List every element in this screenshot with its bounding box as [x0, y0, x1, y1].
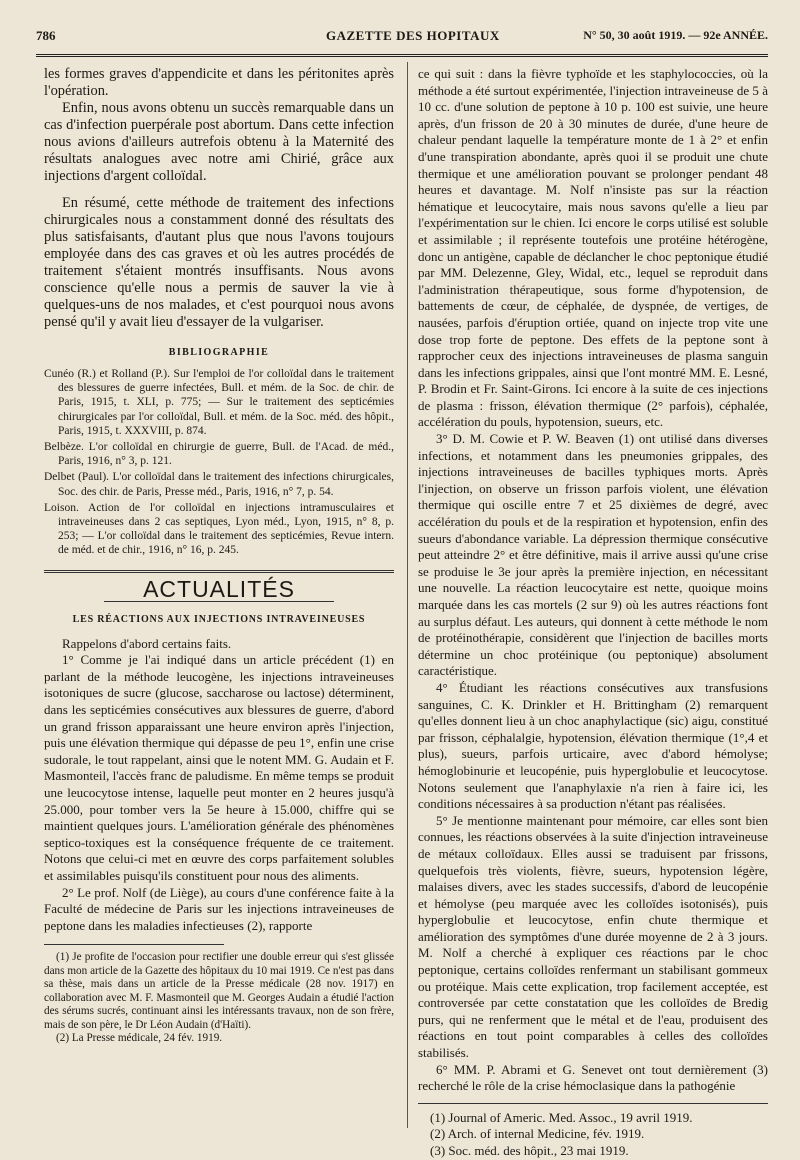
- paragraph: ce qui suit : dans la fièvre typhoïde et les staphylococcies, où la méthode a été surtout expérimentée, l'injection intraveineuse de 5 à 10 cc. d'une solution de peptone à 10 p. 100 est suivie, une heure après, d'un frisson de 20 à 30 minutes de durée, d'une heure de chaleur pendant laquelle la température monte de 1 à 2° et enfin d'une transpiration abondante, après quoi il se produit une chute thermique et une amélioration pouvant se prolonger pendant 48 heures et davantage. M. Nolf n'insiste pas sur la réaction hématique et leucocytaire, mais nous savons qu'elle a lieu par l'expérimentation sur le chien. Ici encore le corps utilisé est soluble et assimilable ; il représente toutefois une protéine hétérogène, donc un antigène, capable de déclancher le choc peptonique étudié par MM. Delezenne, Gley, Widal, etc., lequel se reproduit dans l'administration thérapeutique, sous forme d'hypotension, de battements de cœur, de céphalée, de dyspnée, de vertiges, de nausées, parfois d'éruption ortiée, quand on injecte trop vite une dose trop forte de peptone. Des effets de la peptone sont à rapprocher ceux des injections intraveineuses de plasma sanguin dans les infections grippales, ainsi que l'ont montré MM. E. Lesné, P. Brodin et Fr. Saint-Girons. Ici encore à la suite de ces injections de plasma : frisson, élévation thermique (2° parfois), céphalée, accélération du pouls, hypotension, sueurs, etc.: [418, 66, 768, 430]
- issue-info: N° 50, 30 août 1919. — 92e ANNÉE.: [583, 28, 768, 42]
- paragraph: 1° Comme je l'ai indiqué dans un article précédent (1) en parlant de la méthode leucogène, les injections intraveineuses isotoniques de sucre (glucose, saccharose ou lactose) déterminent, dans les septicémies consécutives aux blessures de guerre, d'abord un grand frisson apparaissant une heure environ après l'injection, puis une élévation thermique qui dépasse de peu 1°, enfin une crise sudorale, le tout rappelant, ainsi que le notent MM. G. Audain et F. Masmonteil, l'accès franc de paludisme. En même temps se produit une leucocytose intense, laquelle peut monter en 2 heures jusqu'à 25.000, pour tomber vers la 5e heure à 15.000, chiffre qui se maintient quelques jours. L'amélioration générale des phénomènes septico-toxiques est la conséquence fréquente de ce traitement. Notons que celui-ci met en œuvre des corps parfaitement solubles et assimilables puisqu'ils constituent pour nous des aliments.: [44, 652, 394, 883]
- bibliography-entry: Cunéo (R.) et Rolland (P.). Sur l'emploi de l'or colloïdal dans le traitement des blessures de guerre infectées, Bull. et mém. de la Soc. de chir. de Paris, 1915, t. XLI, p. 775; — Sur le traitement des septicémies chirurgicales par l'or colloïdal, Bull. et mém. de la Soc. méd. des hôpit., Paris, 1915, t. XXXVIII, p. 874.: [44, 368, 394, 437]
- section-rule: [44, 570, 394, 573]
- paragraph: les formes graves d'appendicite et dans les péritonites après l'opération.: [44, 66, 394, 99]
- paragraph: Enfin, nous avons obtenu un succès remarquable dans un cas d'infection puerpérale post abortum. Dans cette infection nous avions d'ailleurs autrefois obtenu à la Maternité des résultats analogues avec notre ami Chirié, grâce aux injections d'argent colloïdal.: [44, 100, 394, 184]
- bibliography-heading: BIBLIOGRAPHIE: [168, 347, 270, 358]
- footnote: (1) Je profite de l'occasion pour rectifier une double erreur qui s'est glissée dans mon article de la Gazette des hôpitaux du 10 mai 1919. Ce n'est pas dans sa thèse, mais dans un article de la Presse médicale (28 nov. 1917) en collaboration avec M. F. Masmonteil que M. Georges Audain a étudié l'action des sérums sucrés, continuant ainsi les intéressants travaux, non de son frère, mais de son père, le Dr Léon Audain (d'Haïti).: [44, 951, 394, 1031]
- page-header: [36, 26, 768, 46]
- footnote: (3) Soc. méd. des hôpit., 23 mai 1919.: [430, 1143, 629, 1158]
- paragraph: En résumé, cette méthode de traitement des infections chirurgicales nous a constamment donné des résultats des plus satisfaisants, d'autant plus que nous l'avons toujours employée dans des cas graves et où les autres procédés de traitement s'étaient montrés insuffisants. Nous avons conscience qu'elle nous a permis de sauver la vie à quelques-uns de nos malades, et c'est pourquoi nous avons pensé qu'il y avait lieu d'essayer de la vulgariser.: [44, 195, 394, 330]
- page-number: 786: [36, 28, 56, 43]
- paragraph: 6° MM. P. Abrami et G. Senevet ont tout dernièrement (3) recherché le rôle de la crise hémoclasique dans la pathogénie: [418, 1061, 768, 1094]
- paragraph: Rappelons d'abord certains faits.: [62, 635, 232, 651]
- bibliography-entry: Belbèze. L'or colloïdal en chirurgie de guerre, Bull. de l'Acad. de méd., Paris, 1916, n° 3, p. 121.: [44, 441, 394, 468]
- footnote: (1) Journal of Americ. Med. Assoc., 19 avril 1919.: [430, 1109, 693, 1125]
- header-rule: [36, 54, 768, 57]
- section-title: ACTUALITÉS: [143, 575, 295, 602]
- left-column: [44, 66, 394, 1046]
- paragraph: 4° Étudiant les réactions consécutives aux transfusions sanguines, C. K. Drinkler et H. Brittingham (2) remarquent qu'elles donnent lieu à un choc anaphylactique (sic) aigu, constitué par frisson, céphalalgie, hypotension, élévation thermique (1°,4 et plus), sueurs, parfois urticaire, avec d'abord hémolyse; hémoglobinurie et leucopénie, puis hyperglobulie et leucocytose. Notons seulement que l'anaphylaxie n'a rien à faire ici, les conditions nécessaires à sa production n'étant pas réalisées.: [418, 679, 768, 812]
- paragraph: 5° Je mentionne maintenant pour mémoire, car elles sont bien connues, les réactions observées à la suite d'injection intraveineuse de métaux colloïdaux. Elles aussi se traduisent par frissons, quelquefois très violents, fièvre, sueurs, hypotension légère, malaises divers, avec les stades successifs, d'abord de leucopénie et hémolyse (peu marquée avec les colloïdes isotonisés), puis hyperglobulie et leucocytose, enfin chute thermique et amélioration des symptômes d'une durée moyenne de 2 à 3 jours. M. Nolf a cherché à expliquer ces réactions par le choc peptonique, certains colloïdes renfermant un stabilisant gommeux ou protéique. Mais cette explication, trop facilement acceptée, est controversée par cette constatation que les colloïdes de Bredig purs, qui ne renferment que le métal et de l'eau, produisent des réactions en tout point comparables à celles des colloïdes stabilisés.: [418, 812, 768, 1061]
- bibliography-entry: Loison. Action de l'or colloïdal en injections intramusculaires et intraveineuses dans 2 cas septiques, Lyon méd., Lyon, 1915, n° 8, p. 253; — L'or colloïdal dans le traitement des septicémies, Revue intern. de méd. et de chir., 1916, n° 16, p. 245.: [44, 501, 394, 557]
- column-divider: [407, 62, 408, 1128]
- right-column: [418, 66, 768, 1160]
- bibliography-entry: Delbet (Paul). L'or colloïdal dans le traitement des infections chirurgicales, Soc. des chir. de Paris, Presse méd., Paris, 1916, n° 7, p. 54.: [44, 471, 394, 498]
- paragraph: 2° Le prof. Nolf (de Liège), au cours d'une conférence faite à la Faculté de médecine de Paris sur les injections intraveineuses de peptone dans les maladies infectieuses (2), rapporte: [44, 884, 394, 933]
- journal-title: GAZETTE DES HOPITAUX: [326, 28, 500, 43]
- footnote: (2) La Presse médicale, 24 fév. 1919.: [56, 1032, 223, 1045]
- paragraph: 3° D. M. Cowie et P. W. Beaven (1) ont utilisé dans diverses infections, et notamment dans les pneumonies grippales, des injections intraveineuses de bacilles typhiques morts. Après l'injection, on observe un frisson parfois violent, une élévation thermique qui oscille entre 7 et 25 dixièmes de degré, avec accélération du pouls et de la respiration et hypotension, enfin des sueurs d'abondance variable. La dépression thermique consécutive peut atteindre 2° et être définitive, mais il arrive aussi qu'une crise se produise le 3e jour après la première injection, en nécessitant une nouvelle. La réaction leucocytaire est nette, quoique moins marquée dans les cas mortels (2 sur 9) où les autres réactions font au surplus défaut. Les auteurs, qui donnent à cette méthode le nom de protéinothérapie, considèrent que l'injection de bacilles morts détermine un choc protéinique (ou peptonique) absolument caractéristique.: [418, 431, 768, 679]
- footnote: (2) Arch. of internal Medicine, fév. 1919.: [430, 1126, 645, 1142]
- footnote-rule: [44, 944, 224, 945]
- article-heading: LES RÉACTIONS AUX INJECTIONS INTRAVEINEUSES: [72, 613, 366, 625]
- footnote-rule: [418, 1103, 768, 1104]
